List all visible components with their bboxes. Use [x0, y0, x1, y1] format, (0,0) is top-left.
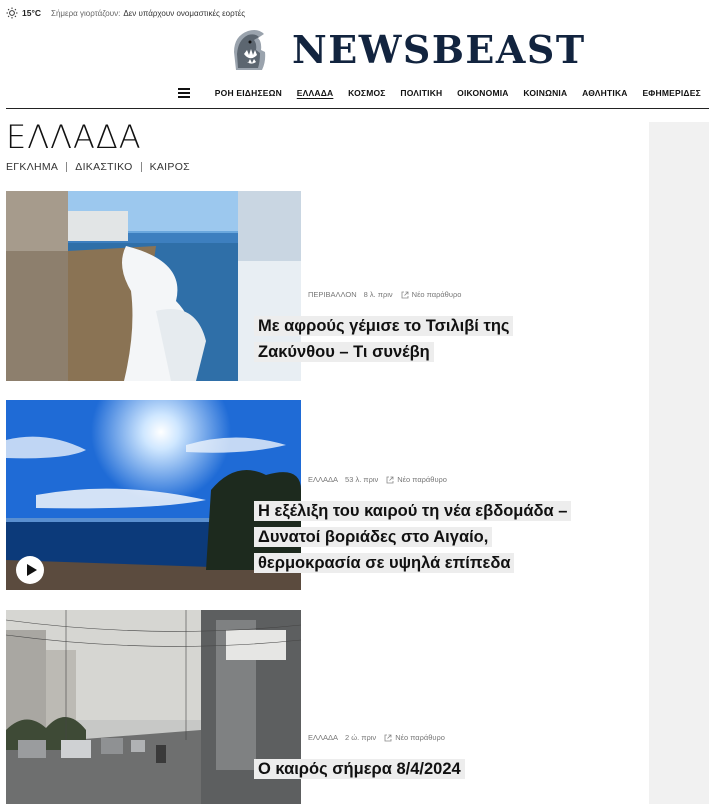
- new-window-label: Νέο παράθυρο: [395, 733, 445, 742]
- article-meta: [308, 733, 445, 742]
- nav-divider: [6, 108, 709, 109]
- new-window-label: Νέο παράθυρο: [397, 475, 447, 484]
- headline-line: Δυνατοί βοριάδες στο Αιγαίο,: [254, 527, 492, 547]
- new-window-link[interactable]: [401, 290, 462, 299]
- headline-line: Ο καιρός σήμερα 8/4/2024: [254, 759, 465, 779]
- sidebar-ad-area: [649, 122, 709, 804]
- nav-item-sports[interactable]: ΑΘΛΗΤΙΚΑ: [582, 88, 628, 98]
- new-window-link[interactable]: [384, 733, 445, 742]
- nav-item-greece[interactable]: ΕΛΛΑΔΑ: [296, 88, 334, 98]
- external-link-icon: [386, 476, 394, 484]
- nav-item-politics[interactable]: ΠΟΛΙΤΙΚΗ: [400, 88, 443, 98]
- nameday-value: Δεν υπάρχουν ονομαστικές εορτές: [123, 8, 246, 18]
- nav-item-world[interactable]: ΚΟΣΜΟΣ: [348, 88, 386, 98]
- top-info-bar: [6, 6, 245, 20]
- subnav-separator: [141, 162, 142, 172]
- article-category[interactable]: ΕΛΛΑΔΑ: [308, 733, 339, 742]
- site-logo[interactable]: [228, 28, 586, 72]
- nav-item-society[interactable]: ΚΟΙΝΩΝΙΑ: [523, 88, 568, 98]
- menu-icon[interactable]: [178, 88, 190, 98]
- subnav-item-weather[interactable]: ΚΑΙΡΟΣ: [149, 161, 190, 173]
- article-category[interactable]: ΕΛΛΑΔΑ: [308, 475, 339, 484]
- headline-line: Με αφρούς γέμισε το Τσιλιβί της: [254, 316, 513, 336]
- external-link-icon: [401, 291, 409, 299]
- article-card[interactable]: [6, 610, 646, 804]
- article-headline[interactable]: [254, 756, 614, 782]
- play-video-button[interactable]: [16, 556, 44, 584]
- article-time: 53 λ. πριν: [345, 475, 379, 484]
- nameday-label: Σήμερα γιορτάζουν:: [51, 8, 121, 18]
- section-subnav: [6, 161, 190, 173]
- nav-item-newspapers[interactable]: ΕΦΗΜΕΡΙΔΕΣ: [642, 88, 701, 98]
- temperature: 15°C: [22, 8, 41, 18]
- nav-item-news-feed[interactable]: ΡΟΗ ΕΙΔΗΣΕΩΝ: [214, 88, 282, 98]
- shark-logo-icon: [228, 28, 270, 72]
- external-link-icon: [384, 734, 392, 742]
- headline-line: Ζακύνθου – Τι συνέβη: [254, 342, 434, 362]
- article-meta: [308, 475, 447, 484]
- article-meta: [308, 290, 461, 299]
- article-time: 2 ώ. πριν: [345, 733, 377, 742]
- new-window-link[interactable]: [386, 475, 447, 484]
- article-time: 8 λ. πριν: [363, 290, 393, 299]
- subnav-separator: [66, 162, 67, 172]
- new-window-label: Νέο παράθυρο: [411, 290, 462, 299]
- article-headline[interactable]: [254, 498, 614, 576]
- subnav-item-judicial[interactable]: ΔΙΚΑΣΤΙΚΟ: [75, 161, 133, 173]
- headline-line: Η εξέλιξη του καιρού τη νέα εβδομάδα –: [254, 501, 571, 521]
- sun-icon: [6, 7, 18, 19]
- article-category[interactable]: ΠΕΡΙΒΑΛΛΟΝ: [308, 290, 357, 299]
- nav-item-economy[interactable]: ΟΙΚΟΝΟΜΙΑ: [457, 88, 509, 98]
- article-card[interactable]: [6, 400, 646, 590]
- page-title: ΕΛΛΑΔΑ: [6, 118, 142, 156]
- headline-line: θερμοκρασία σε υψηλά επίπεδα: [254, 553, 514, 573]
- site-wordmark: NEWSBEAST: [292, 27, 586, 72]
- article-card[interactable]: [6, 191, 646, 381]
- article-headline[interactable]: [254, 313, 614, 365]
- main-nav: [178, 86, 701, 100]
- play-icon: [27, 564, 37, 576]
- subnav-item-crime[interactable]: ΕΓΚΛΗΜΑ: [6, 161, 59, 173]
